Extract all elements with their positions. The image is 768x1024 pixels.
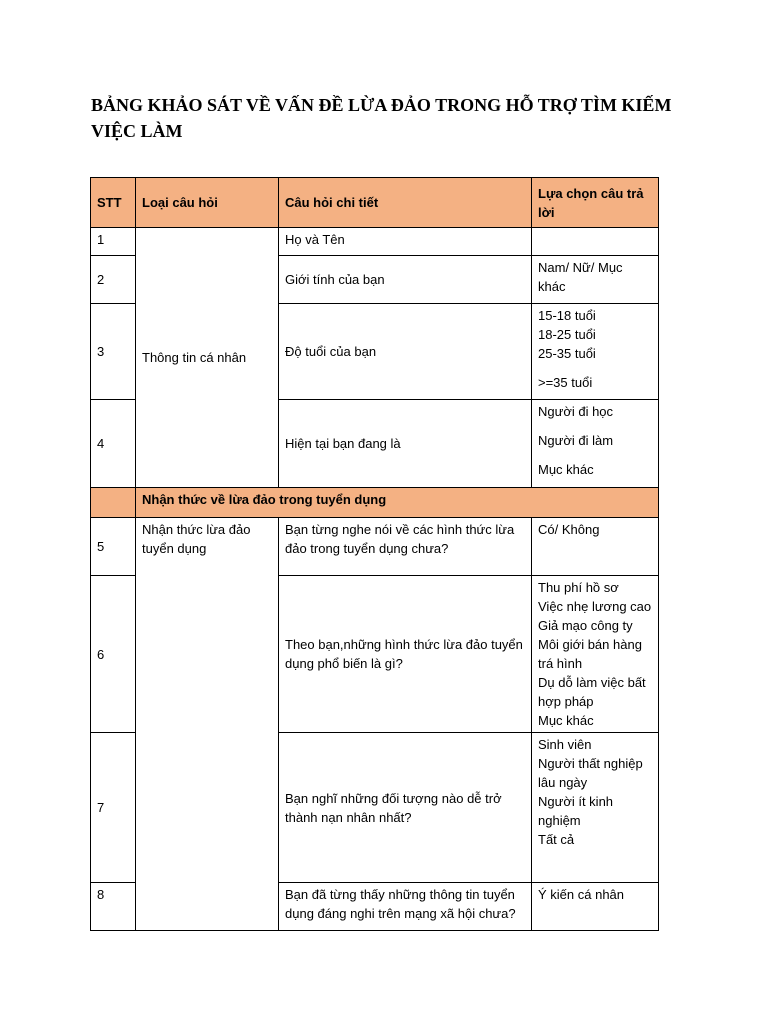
answer-option: >=35 tuổi — [538, 375, 593, 390]
answer-option: Thu phí hồ sơ — [538, 580, 619, 595]
answer-option: 15-18 tuổi — [538, 308, 596, 323]
answer-options — [532, 576, 659, 733]
question-text: Họ và Tên — [279, 228, 532, 256]
answer-option: Người đi làm — [538, 433, 614, 448]
row-number: 3 — [91, 304, 136, 400]
table-row — [91, 518, 659, 576]
answer-options — [532, 733, 659, 883]
answer-option: Môi giới bán hàng trá hình — [538, 637, 642, 671]
section-title: Nhận thức về lừa đảo trong tuyển dụng — [136, 488, 659, 518]
answer-options — [532, 400, 659, 488]
row-number: 1 — [91, 228, 136, 256]
question-text: Bạn đã từng thấy những thông tin tuyển dụng đáng nghi trên mạng xã hội chưa? — [279, 883, 532, 931]
document-title: BẢNG KHẢO SÁT VỀ VẤN ĐỀ LỪA ĐẢO TRONG HỖ TRỢ TÌM KIẾM VIỆC LÀM — [91, 95, 672, 141]
answer-option: Người ít kinh nghiệm — [538, 794, 614, 828]
header-question-detail: Câu hỏi chi tiết — [279, 178, 532, 228]
answer-options: Nam/ Nữ/ Mục khác — [532, 256, 659, 304]
answer-option: Việc nhẹ lương cao — [538, 599, 652, 614]
header-stt: STT — [91, 178, 136, 228]
answer-option: Sinh viên — [538, 737, 592, 752]
question-text: Theo bạn,những hình thức lừa đảo tuyển dụng phổ biến là gì? — [279, 576, 532, 733]
question-text: Bạn nghĩ những đối tượng nào dễ trở thành nạn nhân nhất? — [279, 733, 532, 883]
row-number: 5 — [91, 518, 136, 576]
answer-options — [532, 304, 659, 400]
row-number: 6 — [91, 576, 136, 733]
row-number: 7 — [91, 733, 136, 883]
answer-option: Người đi học — [538, 404, 614, 419]
question-text: Bạn từng nghe nói về các hình thức lừa đảo trong tuyển dụng chưa? — [279, 518, 532, 576]
answer-options — [532, 228, 659, 256]
answer-option: Mục khác — [538, 462, 594, 477]
answer-options: Có/ Không — [532, 518, 659, 576]
row-number: 4 — [91, 400, 136, 488]
row-number: 2 — [91, 256, 136, 304]
survey-table — [90, 177, 659, 931]
header-answer-options: Lựa chọn câu trả lời — [532, 178, 659, 228]
answer-option: Mục khác — [538, 713, 594, 728]
header-question-type: Loại câu hỏi — [136, 178, 279, 228]
answer-option: Dụ dỗ làm việc bất hợp pháp — [538, 675, 646, 709]
section-empty-cell — [91, 488, 136, 518]
question-text: Độ tuổi của bạn — [279, 304, 532, 400]
table-header-row — [91, 178, 659, 228]
question-type-personal-info: Thông tin cá nhân — [136, 228, 279, 488]
section-row — [91, 488, 659, 518]
table-row — [91, 228, 659, 256]
answer-option: Tất cả — [538, 832, 575, 847]
question-type-scam-awareness: Nhận thức lừa đảo tuyển dụng — [136, 518, 279, 931]
question-text: Hiện tại bạn đang là — [279, 400, 532, 488]
answer-options: Ý kiến cá nhân — [532, 883, 659, 931]
answer-option: Giả mạo công ty — [538, 618, 633, 633]
answer-option: 25-35 tuổi — [538, 346, 596, 361]
row-number: 8 — [91, 883, 136, 931]
answer-option: 18-25 tuổi — [538, 327, 596, 342]
question-text: Giới tính của bạn — [279, 256, 532, 304]
answer-option: Người thất nghiệp lâu ngày — [538, 756, 643, 790]
